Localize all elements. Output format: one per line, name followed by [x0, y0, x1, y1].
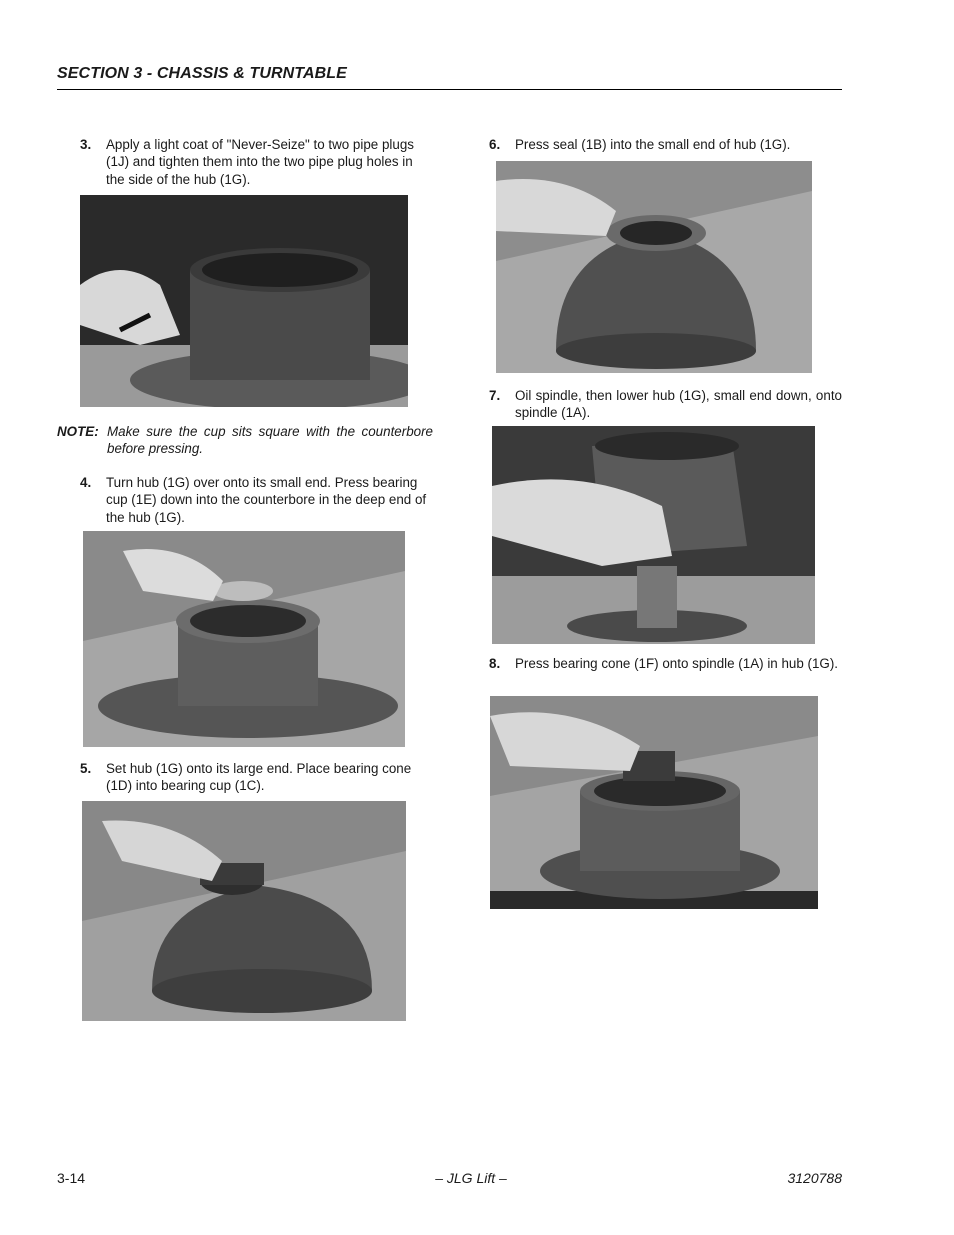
step-4 [80, 474, 432, 526]
step-6 [489, 136, 842, 153]
step-text: Apply a light coat of "Never-Seize" to two pipe plugs (1J) and tighten them into the two pipe plug holes in the side of the hub (1G). [106, 137, 414, 187]
step-text: Set hub (1G) onto its large end. Place bearing cone (1D) into bearing cup (1C). [106, 761, 412, 794]
note [57, 423, 433, 458]
note-label: NOTE: [57, 424, 99, 439]
step-text: Press seal (1B) into the small end of hub (1G). [515, 137, 791, 152]
footer-center: – JLG Lift – [435, 1170, 507, 1186]
note-text: Make sure the cup sits square with the counterbore before pressing. [107, 424, 433, 457]
photo-hub-bearing-cup [83, 531, 405, 747]
step-text: Turn hub (1G) over onto its small end. Press bearing cup (1E) down into the counterbore in the deep end of the hub (1G). [106, 475, 427, 525]
document-number: 3120788 [787, 1170, 842, 1186]
photo-hub-bearing-cone [82, 801, 406, 1021]
step-7 [489, 387, 842, 422]
step-text: Press bearing cone (1F) onto spindle (1A) in hub (1G). [515, 656, 839, 671]
step-number: 3. [80, 137, 92, 152]
step-number: 8. [489, 656, 501, 671]
step-text: Oil spindle, then lower hub (1G), small end down, onto spindle (1A). [515, 388, 842, 421]
step-number: 4. [80, 475, 92, 490]
step-number: 5. [80, 761, 92, 776]
page-number: 3-14 [57, 1170, 86, 1186]
photo-hub-bearing-cone-spindle [490, 696, 818, 909]
photo-hub-seal [496, 161, 812, 373]
step-8 [489, 655, 842, 672]
step-3 [80, 136, 432, 188]
section-title: SECTION 3 - CHASSIS & TURNTABLE [57, 65, 347, 82]
step-5 [80, 760, 432, 795]
photo-hub-pipe-plug [80, 195, 408, 407]
step-number: 7. [489, 388, 501, 403]
header-rule [57, 89, 842, 90]
step-number: 6. [489, 137, 501, 152]
photo-hub-onto-spindle [492, 426, 815, 644]
